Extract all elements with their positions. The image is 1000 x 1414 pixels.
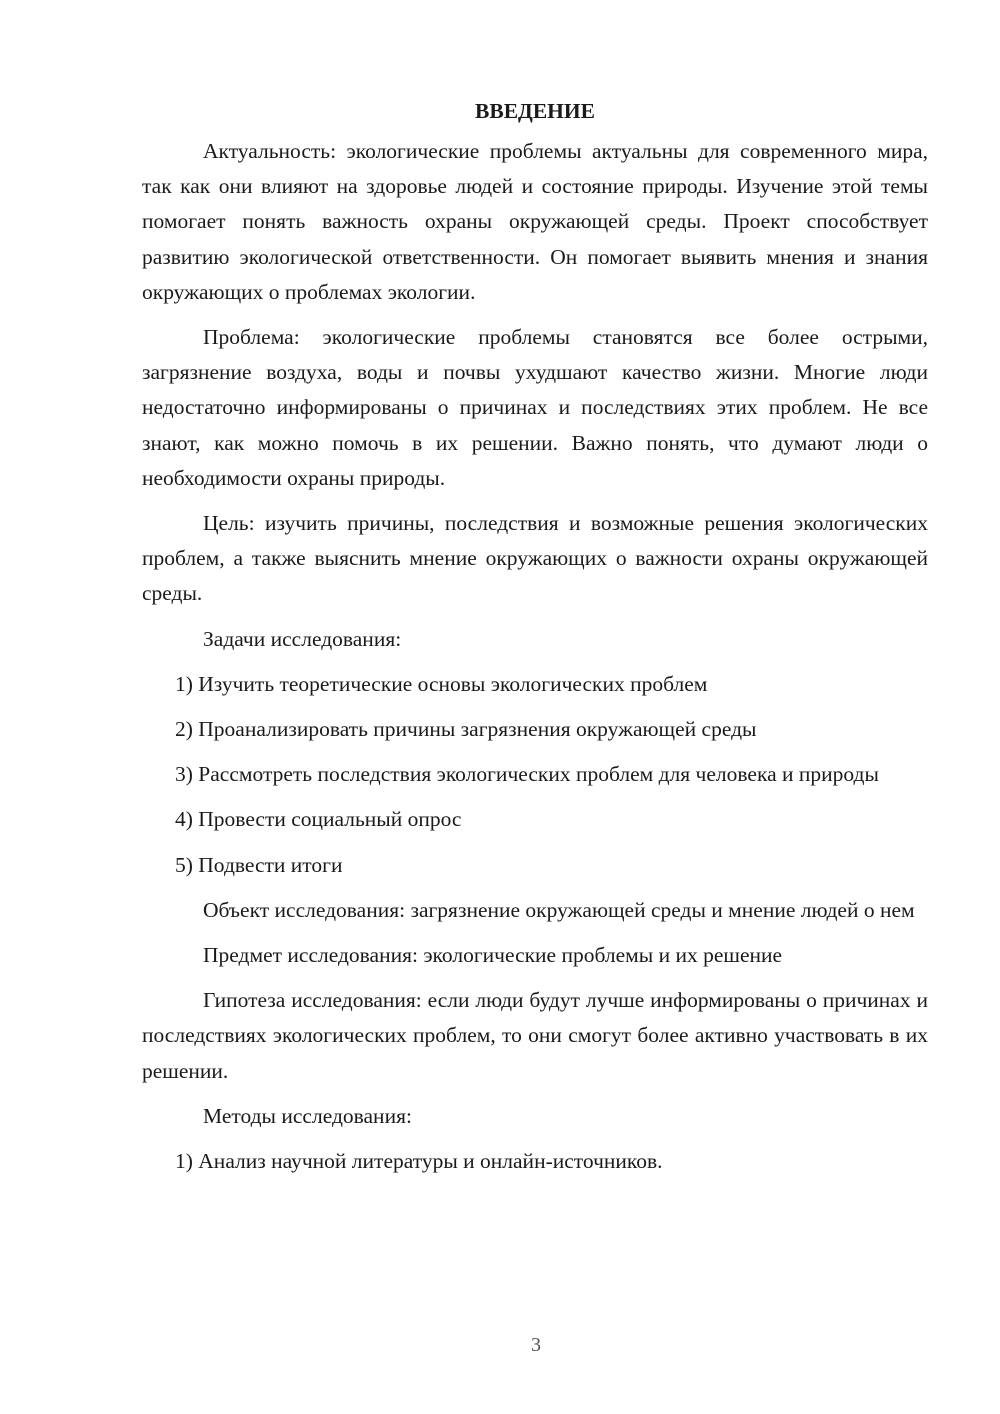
task-item-2: 2) Проанализировать причины загрязнения окружающей среды	[175, 717, 757, 742]
hypothesis-paragraph: Гипотеза исследования: если люди будут лучше информированы о причинах и последствиях экологических проблем, то они смогут более активно участвовать в их решении.	[142, 988, 928, 1083]
task-item-4: 4) Провести социальный опрос	[175, 807, 462, 832]
page-number: 3	[531, 1334, 541, 1356]
subject-paragraph: Предмет исследования: экологические проблемы и их решение	[203, 943, 783, 968]
task-item-1: 1) Изучить теоретические основы экологических проблем	[175, 671, 708, 696]
tasks-heading: Задачи исследования:	[203, 626, 402, 651]
methods-heading: Методы исследования:	[203, 1103, 412, 1128]
object-paragraph: Объект исследования: загрязнение окружающей среды и мнение людей о нем	[203, 897, 915, 922]
section-title: ВВЕДЕНИЕ	[475, 99, 595, 123]
document-page	[142, 96, 928, 1189]
goal-paragraph: Цель: изучить причины, последствия и возможные решения экологических проблем, а также выяснить мнение окружающих о важности охраны окружающей среды.	[142, 511, 928, 606]
task-item-5: 5) Подвести итоги	[175, 852, 343, 877]
method-item-1: 1) Анализ научной литературы и онлайн-источников.	[175, 1149, 663, 1174]
relevance-paragraph: Актуальность: экологические проблемы актуальны для современного мира, так как они влияют на здоровье людей и состояние природы. Изучение этой темы помогает понять важность охраны окружающей среды. Проект способствует развитию экологической ответственности. Он помогает выявить мнения и знания окружающих о проблемах экологии.	[142, 139, 928, 304]
problem-paragraph: Проблема: экологические проблемы становятся все более острыми, загрязнение воздуха, воды и почвы ухудшают качество жизни. Многие люди недостаточно информированы о причинах и последствиях этих проблем. Не все знают, как можно помочь в их решении. Важно понять, что думают люди о необходимости охраны природы.	[142, 325, 928, 490]
task-item-3: 3) Рассмотреть последствия экологических проблем для человека и природы	[175, 762, 879, 787]
